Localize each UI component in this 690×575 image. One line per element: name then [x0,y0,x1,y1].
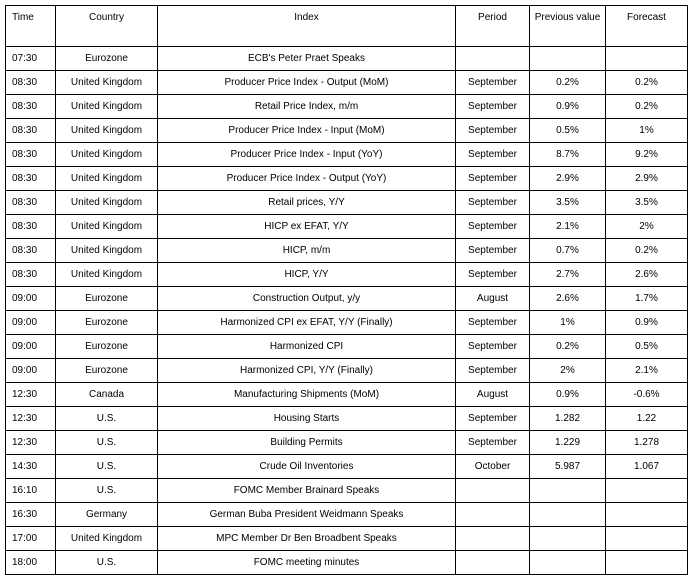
cell-previous-value [530,47,606,71]
cell-time: 08:30 [6,191,56,215]
cell-previous-value: 2.9% [530,167,606,191]
cell-time: 16:10 [6,479,56,503]
header-forecast: Forecast [606,6,688,47]
cell-previous-value: 8.7% [530,143,606,167]
cell-country: United Kingdom [56,191,158,215]
cell-period: September [456,359,530,383]
cell-country: United Kingdom [56,71,158,95]
cell-forecast [606,503,688,527]
cell-index: Harmonized CPI, Y/Y (Finally) [158,359,456,383]
table-row [6,71,688,95]
cell-forecast: 1.22 [606,407,688,431]
cell-index: Harmonized CPI ex EFAT, Y/Y (Finally) [158,311,456,335]
table-row [6,263,688,287]
cell-previous-value [530,503,606,527]
cell-period: August [456,287,530,311]
cell-previous-value: 0.7% [530,239,606,263]
cell-previous-value [530,479,606,503]
cell-country: Eurozone [56,47,158,71]
table-row [6,239,688,263]
cell-index: Retail Price Index, m/m [158,95,456,119]
cell-forecast: 1.7% [606,287,688,311]
table-row [6,359,688,383]
cell-time: 08:30 [6,71,56,95]
cell-country: United Kingdom [56,215,158,239]
cell-index: MPC Member Dr Ben Broadbent Speaks [158,527,456,551]
cell-period [456,503,530,527]
cell-index: Harmonized CPI [158,335,456,359]
cell-period: September [456,335,530,359]
cell-country: Eurozone [56,359,158,383]
table-row [6,95,688,119]
cell-forecast: 1.278 [606,431,688,455]
cell-time: 09:00 [6,335,56,359]
cell-forecast: 0.2% [606,71,688,95]
cell-time: 08:30 [6,215,56,239]
cell-period [456,551,530,575]
cell-forecast: 0.2% [606,95,688,119]
cell-index: HICP, Y/Y [158,263,456,287]
cell-time: 08:30 [6,119,56,143]
cell-country: United Kingdom [56,167,158,191]
cell-country: United Kingdom [56,119,158,143]
cell-time: 12:30 [6,407,56,431]
cell-country: U.S. [56,479,158,503]
cell-previous-value: 0.2% [530,335,606,359]
cell-previous-value: 0.9% [530,383,606,407]
cell-country: Eurozone [56,287,158,311]
table-row [6,287,688,311]
header-country: Country [56,6,158,47]
cell-period: September [456,167,530,191]
cell-period [456,527,530,551]
cell-index: German Buba President Weidmann Speaks [158,503,456,527]
cell-previous-value: 5.987 [530,455,606,479]
table-row [6,191,688,215]
cell-forecast: 0.5% [606,335,688,359]
cell-country: U.S. [56,431,158,455]
cell-forecast [606,551,688,575]
table-row [6,479,688,503]
cell-time: 07:30 [6,47,56,71]
cell-index: Retail prices, Y/Y [158,191,456,215]
economic-calendar-table [5,5,688,575]
cell-time: 09:00 [6,359,56,383]
cell-period: September [456,407,530,431]
cell-index: ECB's Peter Praet Speaks [158,47,456,71]
cell-period: September [456,431,530,455]
table-row [6,215,688,239]
table-row [6,407,688,431]
cell-previous-value: 2.7% [530,263,606,287]
cell-period: September [456,119,530,143]
cell-time: 18:00 [6,551,56,575]
cell-country: United Kingdom [56,239,158,263]
cell-period: September [456,191,530,215]
cell-period: September [456,263,530,287]
cell-previous-value: 3.5% [530,191,606,215]
cell-previous-value [530,527,606,551]
cell-index: Producer Price Index - Output (YoY) [158,167,456,191]
cell-period [456,479,530,503]
cell-previous-value: 0.5% [530,119,606,143]
cell-index: Producer Price Index - Input (MoM) [158,119,456,143]
cell-forecast: 0.9% [606,311,688,335]
cell-country: Eurozone [56,311,158,335]
table-row [6,119,688,143]
cell-time: 12:30 [6,383,56,407]
cell-index: FOMC meeting minutes [158,551,456,575]
header-period: Period [456,6,530,47]
cell-forecast [606,527,688,551]
cell-period [456,47,530,71]
cell-period: August [456,383,530,407]
cell-time: 14:30 [6,455,56,479]
cell-forecast: 2% [606,215,688,239]
cell-time: 08:30 [6,167,56,191]
cell-previous-value: 1.229 [530,431,606,455]
cell-index: Crude Oil Inventories [158,455,456,479]
cell-previous-value: 2.6% [530,287,606,311]
cell-country: Eurozone [56,335,158,359]
cell-forecast: 2.6% [606,263,688,287]
cell-period: September [456,143,530,167]
table-row [6,167,688,191]
cell-previous-value: 1% [530,311,606,335]
cell-index: Construction Output, y/y [158,287,456,311]
cell-time: 12:30 [6,431,56,455]
cell-period: September [456,95,530,119]
cell-forecast: 1% [606,119,688,143]
cell-country: U.S. [56,407,158,431]
cell-time: 16:30 [6,503,56,527]
cell-forecast: -0.6% [606,383,688,407]
cell-forecast: 9.2% [606,143,688,167]
cell-index: Manufacturing Shipments (MoM) [158,383,456,407]
cell-index: HICP, m/m [158,239,456,263]
cell-period: September [456,71,530,95]
table-row [6,455,688,479]
cell-forecast: 2.9% [606,167,688,191]
cell-index: HICP ex EFAT, Y/Y [158,215,456,239]
cell-forecast: 1.067 [606,455,688,479]
header-index: Index [158,6,456,47]
cell-time: 08:30 [6,263,56,287]
cell-country: United Kingdom [56,95,158,119]
table-row [6,335,688,359]
cell-previous-value: 2.1% [530,215,606,239]
cell-forecast [606,479,688,503]
cell-previous-value: 0.9% [530,95,606,119]
cell-forecast: 3.5% [606,191,688,215]
cell-index: Producer Price Index - Input (YoY) [158,143,456,167]
cell-period: October [456,455,530,479]
cell-index: Producer Price Index - Output (MoM) [158,71,456,95]
table-row [6,143,688,167]
cell-country: Germany [56,503,158,527]
table-header [6,6,688,47]
table-row [6,503,688,527]
cell-index: Building Permits [158,431,456,455]
table-row [6,311,688,335]
cell-time: 17:00 [6,527,56,551]
table-row [6,551,688,575]
cell-previous-value: 0.2% [530,71,606,95]
cell-forecast: 0.2% [606,239,688,263]
cell-country: United Kingdom [56,263,158,287]
cell-forecast: 2.1% [606,359,688,383]
cell-time: 08:30 [6,95,56,119]
cell-country: United Kingdom [56,143,158,167]
table-body [6,47,688,575]
cell-country: United Kingdom [56,527,158,551]
cell-previous-value [530,551,606,575]
cell-time: 08:30 [6,239,56,263]
cell-period: September [456,311,530,335]
header-previous-value: Previous value [530,6,606,47]
cell-period: September [456,239,530,263]
header-row [6,6,688,47]
table-row [6,527,688,551]
cell-country: U.S. [56,551,158,575]
cell-forecast [606,47,688,71]
table-row [6,383,688,407]
cell-time: 08:30 [6,143,56,167]
header-time: Time [6,6,56,47]
cell-time: 09:00 [6,287,56,311]
cell-index: Housing Starts [158,407,456,431]
cell-time: 09:00 [6,311,56,335]
cell-previous-value: 2% [530,359,606,383]
cell-previous-value: 1.282 [530,407,606,431]
cell-period: September [456,215,530,239]
cell-country: Canada [56,383,158,407]
cell-country: U.S. [56,455,158,479]
cell-index: FOMC Member Brainard Speaks [158,479,456,503]
table-row [6,47,688,71]
table-row [6,431,688,455]
